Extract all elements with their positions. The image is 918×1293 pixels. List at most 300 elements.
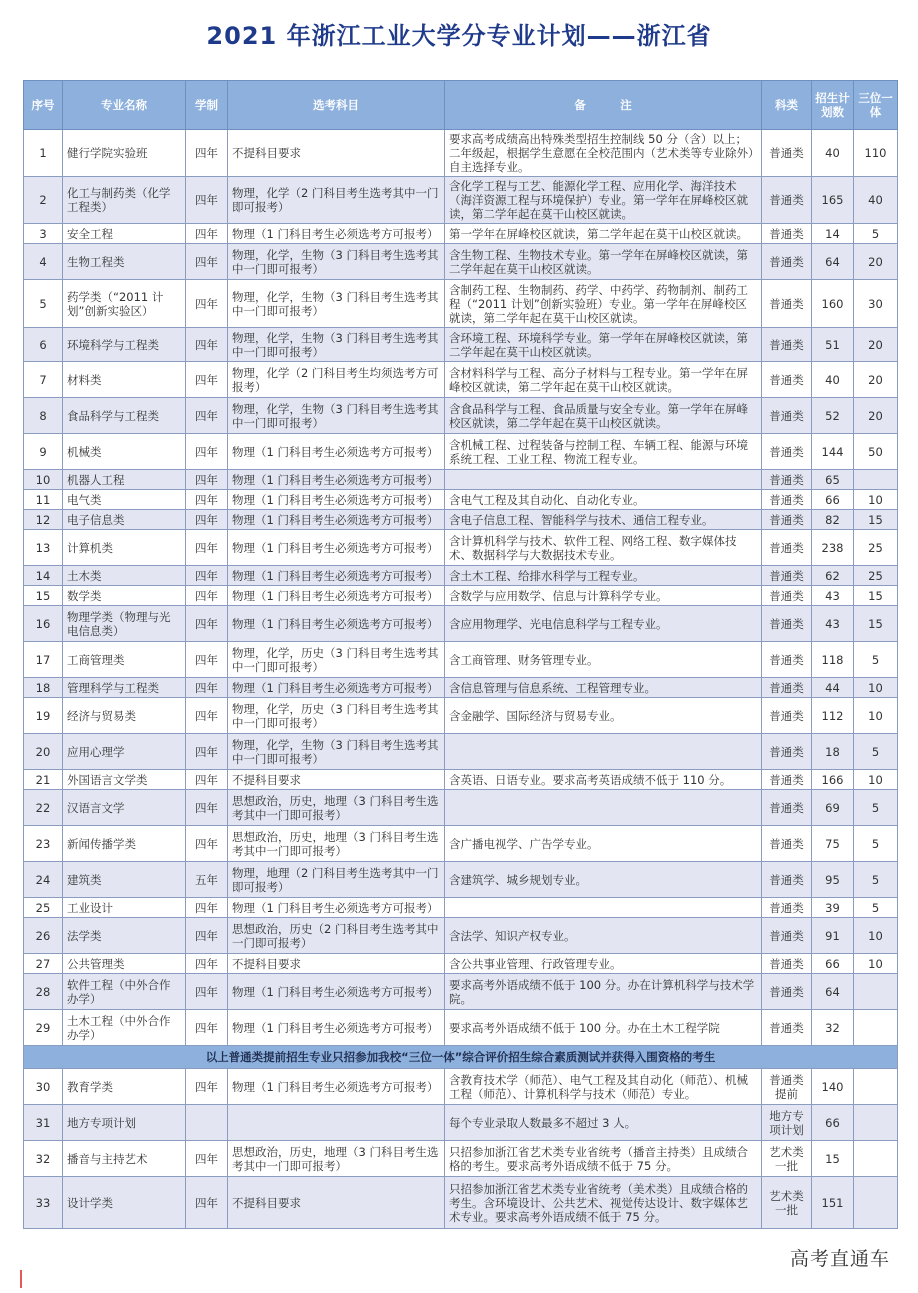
cell-sanwei: 15 (854, 606, 898, 642)
cell-years: 四年 (186, 224, 228, 244)
cell-sanwei: 10 (854, 678, 898, 698)
table-row (24, 530, 898, 566)
table-row (24, 224, 898, 244)
cell-sanwei: 5 (854, 862, 898, 898)
cell-remarks: 只招参加浙江省艺术类专业省统考（播音主持类）且成绩合格的考生。要求高考外语成绩不低于 75 分。 (445, 1141, 762, 1177)
cell-no: 32 (24, 1141, 63, 1177)
cell-quota: 66 (812, 1105, 854, 1141)
cell-quota: 144 (812, 434, 854, 470)
cell-years: 四年 (186, 328, 228, 362)
cell-type: 普通类 (762, 606, 812, 642)
cell-remarks: 要求高考成绩高出特殊类型招生控制线 50 分（含）以上；二年级起，根据学生意愿在全校范围内（艺术类等专业除外）自主选择专业。 (445, 130, 762, 177)
cell-years: 四年 (186, 898, 228, 918)
cell-sanwei: 40 (854, 177, 898, 224)
cell-quota: 238 (812, 530, 854, 566)
cell-major-name: 新闻传播学类 (63, 826, 186, 862)
cell-remarks: 含金融学、国际经济与贸易专业。 (445, 698, 762, 734)
cell-years: 四年 (186, 490, 228, 510)
cell-no: 17 (24, 642, 63, 678)
cell-type: 普通类 (762, 918, 812, 954)
table-row (24, 642, 898, 678)
cell-no: 16 (24, 606, 63, 642)
cell-quota: 32 (812, 1010, 854, 1046)
cell-years: 四年 (186, 1141, 228, 1177)
cell-major-name: 经济与贸易类 (63, 698, 186, 734)
cell-subjects: 物理（1 门科目考生必须选考方可报考） (228, 1010, 445, 1046)
cell-quota: 40 (812, 130, 854, 177)
cell-quota: 44 (812, 678, 854, 698)
cell-years: 四年 (186, 1177, 228, 1229)
cell-remarks (445, 898, 762, 918)
table-row (24, 1010, 898, 1046)
cell-subjects: 思想政治，历史（2 门科目考生选考其中一门即可报考） (228, 918, 445, 954)
cell-type: 普通类 (762, 954, 812, 974)
table-row (24, 1177, 898, 1229)
cell-remarks: 含制药工程、生物制药、药学、中药学、药物制剂、制药工程（“2011 计划”创新实验班）专业。第一学年在屏峰校区就读，第二学年起在莫干山校区就读。 (445, 280, 762, 328)
cell-sanwei: 50 (854, 434, 898, 470)
cell-no: 29 (24, 1010, 63, 1046)
cell-remarks: 含食品科学与工程、食品质量与安全专业。第一学年在屏峰校区就读，第二学年起在莫干山校区就读。 (445, 398, 762, 434)
enrollment-plan-table (23, 80, 898, 1229)
table-row (24, 678, 898, 698)
cell-no: 3 (24, 224, 63, 244)
cell-years: 四年 (186, 177, 228, 224)
cell-years: 四年 (186, 606, 228, 642)
cell-no: 10 (24, 470, 63, 490)
notice-text: 以上普通类提前招生专业只招参加我校“三位一体”综合评价招生综合素质测试并获得入围资格的考生 (24, 1046, 898, 1069)
cell-type: 普通类 (762, 470, 812, 490)
cell-sanwei (854, 1105, 898, 1141)
table-row (24, 1069, 898, 1105)
cell-subjects: 物理，化学，生物（3 门科目考生选考其中一门即可报考） (228, 280, 445, 328)
cell-years: 四年 (186, 790, 228, 826)
cell-major-name: 工商管理类 (63, 642, 186, 678)
cell-subjects: 物理（1 门科目考生必须选考方可报考） (228, 434, 445, 470)
cell-years: 四年 (186, 698, 228, 734)
cell-quota: 160 (812, 280, 854, 328)
table-row (24, 362, 898, 398)
cell-type: 普通类 (762, 328, 812, 362)
cell-major-name: 土木类 (63, 566, 186, 586)
cell-major-name: 物理学类（物理与光电信息类） (63, 606, 186, 642)
cell-years: 四年 (186, 826, 228, 862)
cell-no: 20 (24, 734, 63, 770)
cell-subjects: 物理，化学，生物（3 门科目考生选考其中一门即可报考） (228, 398, 445, 434)
cell-subjects: 思想政治，历史，地理（3 门科目考生选考其中一门即可报考） (228, 790, 445, 826)
cell-years: 四年 (186, 434, 228, 470)
cell-subjects: 物理（1 门科目考生必须选考方可报考） (228, 470, 445, 490)
table-notice-section (24, 1046, 898, 1069)
cell-subjects: 物理（1 门科目考生必须选考方可报考） (228, 530, 445, 566)
cell-no: 28 (24, 974, 63, 1010)
cell-no: 6 (24, 328, 63, 362)
cell-subjects: 思想政治，历史，地理（3 门科目考生选考其中一门即可报考） (228, 1141, 445, 1177)
cell-type: 普通类 (762, 586, 812, 606)
cell-sanwei: 15 (854, 586, 898, 606)
header-no: 序号 (24, 81, 63, 130)
cell-remarks (445, 470, 762, 490)
cell-subjects: 物理（1 门科目考生必须选考方可报考） (228, 566, 445, 586)
table-row (24, 1141, 898, 1177)
table-row (24, 244, 898, 280)
cell-major-name: 法学类 (63, 918, 186, 954)
cell-quota: 39 (812, 898, 854, 918)
cell-years: 四年 (186, 734, 228, 770)
cell-years: 四年 (186, 1069, 228, 1105)
cell-type: 普通类 (762, 790, 812, 826)
cell-type: 艺术类一批 (762, 1177, 812, 1229)
cell-years: 四年 (186, 918, 228, 954)
cell-subjects: 物理，化学，生物（3 门科目考生选考其中一门即可报考） (228, 328, 445, 362)
cell-quota: 18 (812, 734, 854, 770)
table-row (24, 586, 898, 606)
header-subjects: 选考科目 (228, 81, 445, 130)
cell-major-name: 公共管理类 (63, 954, 186, 974)
cell-type: 普通类 (762, 280, 812, 328)
header-type: 科类 (762, 81, 812, 130)
header-quota: 招生计划数 (812, 81, 854, 130)
cell-subjects: 物理，地理（2 门科目考生选考其中一门即可报考） (228, 862, 445, 898)
cell-subjects: 物理，化学，历史（3 门科目考生选考其中一门即可报考） (228, 698, 445, 734)
cell-no: 22 (24, 790, 63, 826)
cell-type: 普通类 (762, 177, 812, 224)
table-row (24, 328, 898, 362)
table-row (24, 1105, 898, 1141)
cell-sanwei: 5 (854, 642, 898, 678)
cell-years: 四年 (186, 280, 228, 328)
cell-quota: 14 (812, 224, 854, 244)
cell-major-name: 安全工程 (63, 224, 186, 244)
cell-no: 12 (24, 510, 63, 530)
cell-major-name: 土木工程（中外合作办学） (63, 1010, 186, 1046)
cell-remarks: 含应用物理学、光电信息科学与工程专业。 (445, 606, 762, 642)
cell-type: 普通类 (762, 530, 812, 566)
cell-quota: 166 (812, 770, 854, 790)
table-row (24, 280, 898, 328)
cell-major-name: 数学类 (63, 586, 186, 606)
cell-type: 普通类 (762, 362, 812, 398)
cell-sanwei: 10 (854, 490, 898, 510)
cell-quota: 43 (812, 586, 854, 606)
watermark-text: 高考直通车 (789, 1248, 890, 1270)
cell-major-name: 电气类 (63, 490, 186, 510)
cell-quota: 118 (812, 642, 854, 678)
cell-subjects: 物理，化学（2 门科目考生选考其中一门即可报考） (228, 177, 445, 224)
table-row (24, 862, 898, 898)
cell-sanwei: 5 (854, 224, 898, 244)
cell-no: 1 (24, 130, 63, 177)
cell-quota: 66 (812, 954, 854, 974)
cell-major-name: 化工与制药类（化学工程类） (63, 177, 186, 224)
cell-years: 四年 (186, 130, 228, 177)
cell-years: 四年 (186, 566, 228, 586)
cell-major-name: 生物工程类 (63, 244, 186, 280)
cell-subjects: 物理（1 门科目考生必须选考方可报考） (228, 510, 445, 530)
cell-subjects: 物理，化学，生物（3 门科目考生选考其中一门即可报考） (228, 244, 445, 280)
cell-no: 21 (24, 770, 63, 790)
table-row (24, 734, 898, 770)
cell-major-name: 软件工程（中外合作办学） (63, 974, 186, 1010)
cell-sanwei: 10 (854, 770, 898, 790)
cell-type: 普通类 (762, 490, 812, 510)
cell-remarks: 只招参加浙江省艺术类专业省统考（美术类）且成绩合格的考生。含环境设计、公共艺术、视觉传达设计、数字媒体艺术专业。要求高考外语成绩不低于 75 分。 (445, 1177, 762, 1229)
cell-sanwei (854, 470, 898, 490)
cell-years: 四年 (186, 770, 228, 790)
cell-quota: 112 (812, 698, 854, 734)
cell-type: 普通类 (762, 434, 812, 470)
cell-years: 四年 (186, 974, 228, 1010)
cell-remarks: 含教育技术学（师范）、电气工程及其自动化（师范）、机械工程（师范）、计算机科学与技术（师范）专业。 (445, 1069, 762, 1105)
cell-quota: 91 (812, 918, 854, 954)
cell-subjects: 不提科目要求 (228, 130, 445, 177)
cell-years: 四年 (186, 362, 228, 398)
cell-quota: 40 (812, 362, 854, 398)
cell-subjects: 物理（1 门科目考生必须选考方可报考） (228, 224, 445, 244)
cell-type: 普通类 (762, 566, 812, 586)
cell-quota: 64 (812, 974, 854, 1010)
cell-no: 14 (24, 566, 63, 586)
cell-remarks: 含生物工程、生物技术专业。第一学年在屏峰校区就读，第二学年起在莫干山校区就读。 (445, 244, 762, 280)
cell-no: 26 (24, 918, 63, 954)
cell-no: 19 (24, 698, 63, 734)
cell-quota: 51 (812, 328, 854, 362)
cell-subjects: 物理（1 门科目考生必须选考方可报考） (228, 490, 445, 510)
cell-sanwei: 20 (854, 398, 898, 434)
cell-sanwei: 25 (854, 530, 898, 566)
table-body-extra (24, 1069, 898, 1229)
cell-major-name: 建筑类 (63, 862, 186, 898)
cell-sanwei: 5 (854, 790, 898, 826)
cell-type: 普通类 (762, 862, 812, 898)
cell-remarks (445, 734, 762, 770)
cell-years: 四年 (186, 398, 228, 434)
cell-quota: 75 (812, 826, 854, 862)
table-row (24, 566, 898, 586)
cell-type: 普通类 (762, 698, 812, 734)
header-remarks: 备 注 (445, 81, 762, 130)
cell-subjects: 物理，化学，生物（3 门科目考生选考其中一门即可报考） (228, 734, 445, 770)
cell-remarks: 含计算机科学与技术、软件工程、网络工程、数字媒体技术、数据科学与大数据技术专业。 (445, 530, 762, 566)
cell-subjects: 不提科目要求 (228, 1177, 445, 1229)
cell-subjects: 物理（1 门科目考生必须选考方可报考） (228, 678, 445, 698)
cell-remarks: 第一学年在屏峰校区就读，第二学年起在莫干山校区就读。 (445, 224, 762, 244)
page-title: 2021 年浙江工业大学分专业计划——浙江省 (206, 22, 712, 50)
cell-subjects: 不提科目要求 (228, 770, 445, 790)
cell-type: 普通类 (762, 826, 812, 862)
cell-remarks: 含电气工程及其自动化、自动化专业。 (445, 490, 762, 510)
cell-sanwei (854, 1010, 898, 1046)
cell-no: 4 (24, 244, 63, 280)
cell-major-name: 食品科学与工程类 (63, 398, 186, 434)
cell-years: 四年 (186, 470, 228, 490)
table-row (24, 974, 898, 1010)
cell-sanwei (854, 1141, 898, 1177)
cell-no: 5 (24, 280, 63, 328)
cell-years: 四年 (186, 244, 228, 280)
cell-years: 四年 (186, 678, 228, 698)
cell-subjects: 物理（1 门科目考生必须选考方可报考） (228, 586, 445, 606)
cell-major-name: 应用心理学 (63, 734, 186, 770)
cell-no: 11 (24, 490, 63, 510)
cell-major-name: 药学类（“2011 计划”创新实验区） (63, 280, 186, 328)
cell-no: 25 (24, 898, 63, 918)
cell-subjects (228, 1105, 445, 1141)
cell-remarks: 含电子信息工程、智能科学与技术、通信工程专业。 (445, 510, 762, 530)
cell-major-name: 机器人工程 (63, 470, 186, 490)
cell-years: 四年 (186, 586, 228, 606)
cell-remarks: 含材料科学与工程、高分子材料与工程专业。第一学年在屏峰校区就读，第二学年起在莫干山校区就读。 (445, 362, 762, 398)
cell-no: 31 (24, 1105, 63, 1141)
table-row (24, 490, 898, 510)
cell-remarks: 要求高考外语成绩不低于 100 分。办在土木工程学院 (445, 1010, 762, 1046)
cell-major-name: 机械类 (63, 434, 186, 470)
table-body-main (24, 130, 898, 1046)
cell-sanwei: 10 (854, 698, 898, 734)
cell-quota: 66 (812, 490, 854, 510)
cell-sanwei: 25 (854, 566, 898, 586)
cell-no: 30 (24, 1069, 63, 1105)
cell-major-name: 汉语言文学 (63, 790, 186, 826)
cell-subjects: 物理（1 门科目考生必须选考方可报考） (228, 898, 445, 918)
cell-sanwei: 20 (854, 244, 898, 280)
cell-major-name: 环境科学与工程类 (63, 328, 186, 362)
cell-sanwei: 15 (854, 510, 898, 530)
cell-years: 四年 (186, 530, 228, 566)
cell-quota: 140 (812, 1069, 854, 1105)
cell-type: 普通类 (762, 898, 812, 918)
header-major-name: 专业名称 (63, 81, 186, 130)
cell-no: 18 (24, 678, 63, 698)
cell-remarks: 含法学、知识产权专业。 (445, 918, 762, 954)
header-sanwei: 三位一体 (854, 81, 898, 130)
table-row (24, 698, 898, 734)
cell-years: 四年 (186, 510, 228, 530)
cell-remarks: 含数学与应用数学、信息与计算科学专业。 (445, 586, 762, 606)
header-years: 学制 (186, 81, 228, 130)
cell-type: 普通类提前 (762, 1069, 812, 1105)
table-row (24, 177, 898, 224)
cell-major-name: 教育学类 (63, 1069, 186, 1105)
table-row (24, 954, 898, 974)
cell-years: 五年 (186, 862, 228, 898)
cell-quota: 69 (812, 790, 854, 826)
cell-major-name: 工业设计 (63, 898, 186, 918)
cell-remarks (445, 790, 762, 826)
cell-quota: 64 (812, 244, 854, 280)
cell-no: 2 (24, 177, 63, 224)
cell-no: 7 (24, 362, 63, 398)
cell-quota: 165 (812, 177, 854, 224)
table-row (24, 770, 898, 790)
cell-sanwei: 20 (854, 362, 898, 398)
cell-major-name: 设计学类 (63, 1177, 186, 1229)
cell-subjects: 物理，化学，历史（3 门科目考生选考其中一门即可报考） (228, 642, 445, 678)
cell-sanwei: 20 (854, 328, 898, 362)
cell-type: 普通类 (762, 224, 812, 244)
cell-remarks: 含环境工程、环境科学专业。第一学年在屏峰校区就读，第二学年起在莫干山校区就读。 (445, 328, 762, 362)
cell-remarks: 每个专业录取人数最多不超过 3 人。 (445, 1105, 762, 1141)
cell-sanwei: 10 (854, 954, 898, 974)
table-row (24, 510, 898, 530)
cell-quota: 62 (812, 566, 854, 586)
cell-remarks: 含工商管理、财务管理专业。 (445, 642, 762, 678)
cell-sanwei: 5 (854, 734, 898, 770)
cell-type: 艺术类一批 (762, 1141, 812, 1177)
cell-sanwei: 10 (854, 918, 898, 954)
cell-quota: 65 (812, 470, 854, 490)
decorative-bar (20, 1270, 22, 1288)
cell-remarks: 含公共事业管理、行政管理专业。 (445, 954, 762, 974)
cell-sanwei (854, 1069, 898, 1105)
cell-years (186, 1105, 228, 1141)
cell-type: 普通类 (762, 1010, 812, 1046)
cell-no: 13 (24, 530, 63, 566)
cell-no: 27 (24, 954, 63, 974)
cell-subjects: 不提科目要求 (228, 954, 445, 974)
notice-row (24, 1046, 898, 1069)
cell-major-name: 材料类 (63, 362, 186, 398)
cell-years: 四年 (186, 642, 228, 678)
cell-quota: 82 (812, 510, 854, 530)
cell-sanwei: 110 (854, 130, 898, 177)
cell-no: 23 (24, 826, 63, 862)
cell-years: 四年 (186, 1010, 228, 1046)
cell-major-name: 电子信息类 (63, 510, 186, 530)
cell-no: 8 (24, 398, 63, 434)
cell-subjects: 物理（1 门科目考生必须选考方可报考） (228, 1069, 445, 1105)
cell-remarks: 要求高考外语成绩不低于 100 分。办在计算机科学与技术学院。 (445, 974, 762, 1010)
table-header-row (24, 81, 898, 130)
cell-quota: 151 (812, 1177, 854, 1229)
cell-type: 普通类 (762, 244, 812, 280)
cell-type: 普通类 (762, 770, 812, 790)
cell-no: 33 (24, 1177, 63, 1229)
cell-years: 四年 (186, 954, 228, 974)
table-row (24, 470, 898, 490)
cell-remarks: 含土木工程、给排水科学与工程专业。 (445, 566, 762, 586)
cell-remarks: 含广播电视学、广告学专业。 (445, 826, 762, 862)
table-row (24, 398, 898, 434)
cell-quota: 43 (812, 606, 854, 642)
cell-type: 普通类 (762, 510, 812, 530)
cell-quota: 52 (812, 398, 854, 434)
cell-major-name: 地方专项计划 (63, 1105, 186, 1141)
cell-major-name: 管理科学与工程类 (63, 678, 186, 698)
cell-major-name: 外国语言文学类 (63, 770, 186, 790)
cell-subjects: 思想政治，历史，地理（3 门科目考生选考其中一门即可报考） (228, 826, 445, 862)
cell-subjects: 物理（1 门科目考生必须选考方可报考） (228, 974, 445, 1010)
cell-major-name: 播音与主持艺术 (63, 1141, 186, 1177)
cell-no: 24 (24, 862, 63, 898)
cell-remarks: 含化学工程与工艺、能源化学工程、应用化学、海洋技术（海洋资源工程与环境保护）专业。第一学年在屏峰校区就读，第二学年起在莫干山校区就读。 (445, 177, 762, 224)
cell-type: 普通类 (762, 734, 812, 770)
cell-type: 地方专项计划 (762, 1105, 812, 1141)
cell-type: 普通类 (762, 678, 812, 698)
cell-remarks: 含机械工程、过程装备与控制工程、车辆工程、能源与环境系统工程、工业工程、物流工程专业。 (445, 434, 762, 470)
cell-quota: 15 (812, 1141, 854, 1177)
cell-sanwei: 5 (854, 826, 898, 862)
table-row (24, 790, 898, 826)
cell-major-name: 计算机类 (63, 530, 186, 566)
cell-sanwei: 5 (854, 898, 898, 918)
cell-sanwei: 30 (854, 280, 898, 328)
cell-major-name: 健行学院实验班 (63, 130, 186, 177)
cell-type: 普通类 (762, 642, 812, 678)
table-row (24, 130, 898, 177)
table-row (24, 434, 898, 470)
cell-sanwei (854, 974, 898, 1010)
cell-type: 普通类 (762, 398, 812, 434)
